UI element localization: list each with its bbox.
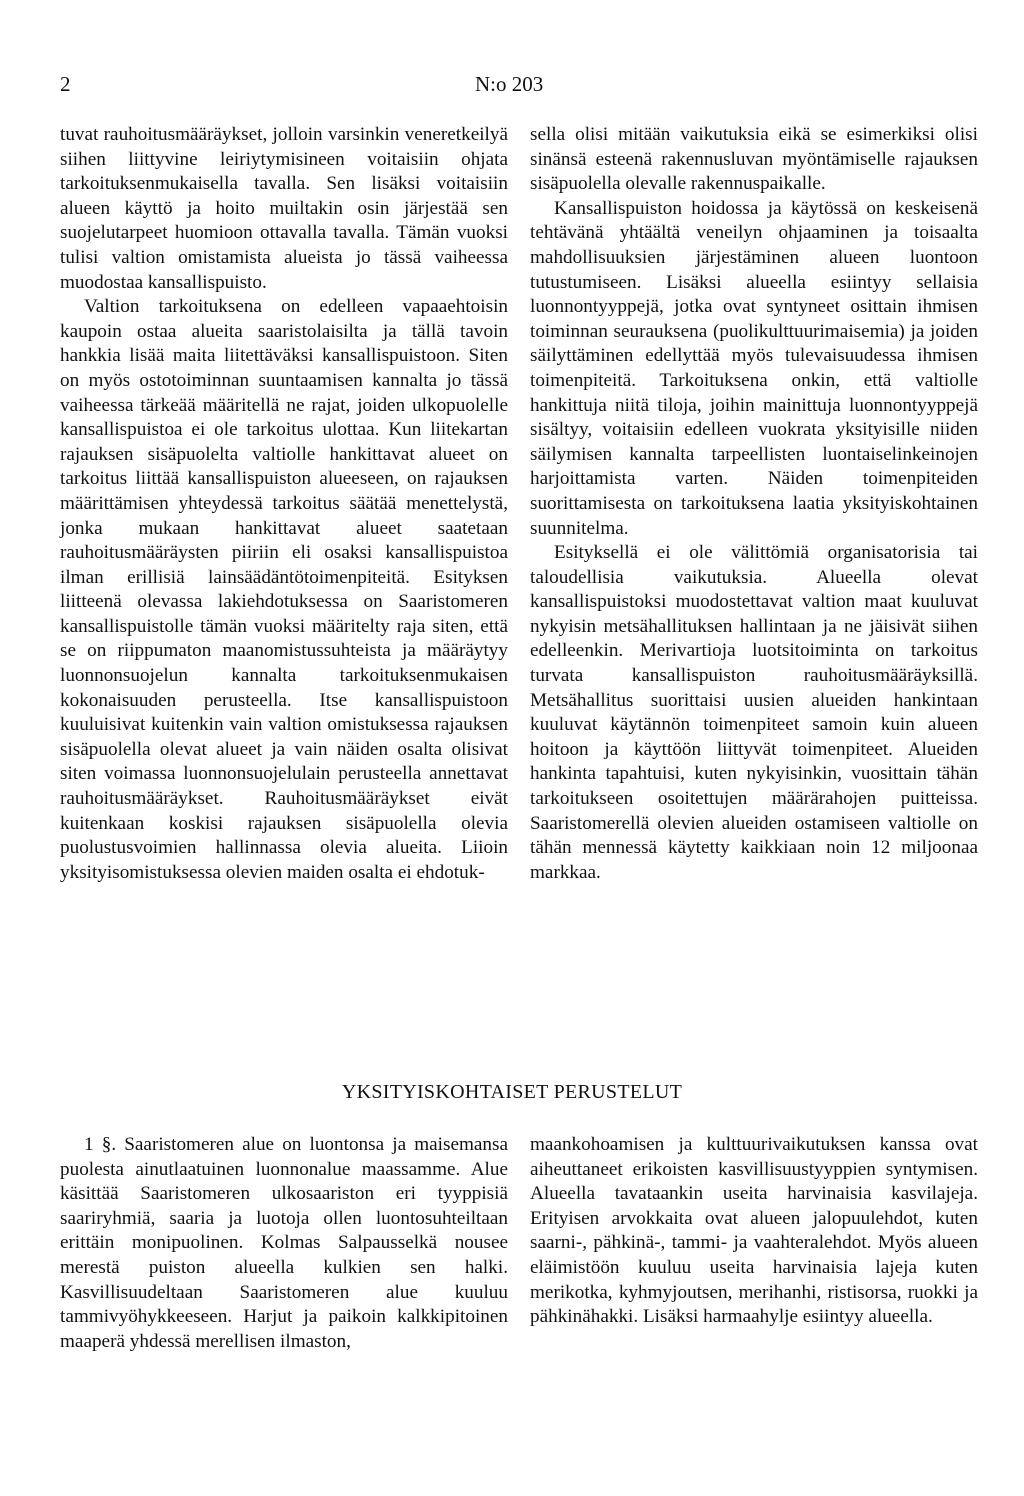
- text-column-bottom-left: [60, 1133, 508, 1354]
- paragraph: Kansallispuiston hoidossa ja käytössä on keskeisenä tehtävänä yhtäältä veneilyn ohjaaminen ja toisaalta mahdollisuuksien järjestäminen alueen luontoon tutustumiseen. Lisäksi alueella esiintyy sellaisia luonnontyyppejä, jotka ovat syntyneet osittain ihmisen toiminnan seurauksena (puolikulttuurimaisemia) ja joiden säilyttäminen edellyttää myös tulevaisuudessa ihmisen toimenpiteitä. Tarkoituksena onkin, että valtiolle hankittuja niitä tiloja, joihin mainittuja luonnontyyppejä sisältyy, voitaisiin edelleen vuokrata yksityisille niiden säilymisen kannalta tarpeellisten luontaiselinkeinojen harjoittamista varten. Näiden toimenpiteiden suorittamisesta on tarkoituksena laatia yksityiskohtainen suunnitelma.: [530, 197, 978, 539]
- document-number: N:o 203: [475, 72, 544, 96]
- page-number: 2: [60, 72, 71, 96]
- paragraph: tuvat rauhoitusmääräykset, jolloin varsinkin veneretkeilyä siihen liittyvine leiriytymisineen voitaisiin ohjata tarkoituksenmukaisella tavalla. Sen lisäksi voitaisiin alueen käyttö ja hoito muiltakin osin järjestää sen suojelutarpeet huomioon ottavalla tavalla. Tämän vuoksi tulisi valtion omistamista alueista jo tässä vaiheessa muodostaa kansallispuisto.: [60, 124, 508, 293]
- paragraph: Esityksellä ei ole välittömiä organisatorisia tai taloudellisia vaikutuksia. Alueella olevat kansallispuistoksi muodostettavat valtion maat kuuluvat nykyisin metsähallituksen hallintaan ja ne jäisivät siihen edelleenkin. Merivartioja luotsitoiminta on tarkoitus turvata kansallispuiston rauhoitusmääräyksillä. Metsähallitus suorittaisi uusien alueiden hankintaan kuuluvat käytännön toimenpiteet samoin kuin alueen hoitoon ja käyttöön liittyvät toimenpiteet. Alueiden hankinta tapahtuisi, kuten nykyisinkin, vuosittain tähän tarkoitukseen osoitettujen määrärahojen puitteissa. Saaristomerellä olevien alueiden ostamiseen valtiolle on tähän mennessä käytetty kaikkiaan noin 12 miljoonaa markkaa.: [530, 542, 978, 883]
- paragraph: maankohoamisen ja kulttuurivaikutuksen kanssa ovat aiheuttaneet erikoisten kasvillisuustyyppien syntymisen. Alueella tavataankin useita harvinaisia kasvilajeja. Erityisen arvokkaita ovat alueen jalopuulehdot, kuten saarni-, pähkinä-, tammi- ja vaahteralehdot. Myös alueen eläimistöön kuuluu useita harvinaisia lajeja kuten merikotka, kyhmyjoutsen, merihanhi, ristisorsa, ruokki ja pähkinähakki. Lisäksi harmaahylje esiintyy alueella.: [530, 1134, 978, 1328]
- text-column-bottom-right: [530, 1133, 978, 1330]
- text-column-top-left: [60, 123, 508, 885]
- paragraph: 1 §. Saaristomeren alue on luontonsa ja maisemansa puolesta ainutlaatuinen luonnonalue maassamme. Alue käsittää Saaristomeren ulkosaariston eri tyyppisiä saariryhmiä, saaria ja luotoja ollen luontosuhteiltaan erittäin monipuolinen. Kolmas Salpausselkä nousee merestä puiston alueella kulkien sen halki. Kasvillisuudeltaan Saaristomeren alue kuuluu tammivyöhykkeeseen. Harjut ja paikoin kalkkipitoinen maaperä yhdessä merellisen ilmaston,: [60, 1134, 508, 1352]
- section-heading: YKSITYISKOHTAISET PERUSTELUT: [341, 1081, 683, 1103]
- text-column-top-right: [530, 123, 978, 885]
- paragraph: sella olisi mitään vaikutuksia eikä se esimerkiksi olisi sinänsä esteenä rakennusluvan myöntämiselle rajauksen sisäpuolella olevalle rakennuspaikalle.: [530, 124, 978, 195]
- paragraph: Valtion tarkoituksena on edelleen vapaaehtoisin kaupoin ostaa alueita saaristolaisilta ja tällä tavoin hankkia lisää maita liitettäväksi kansallispuistoon. Siten on myös ostotoiminnan suuntaamisen kannalta jo tässä vaiheessa tärkeää määritellä ne rajat, joiden ulkopuolelle kansallispuistoa ei ole tarkoitus ulottaa. Kun liitekartan rajauksen sisäpuolelta valtiolle hankittavat alueet on tarkoitus liittää kansallispuiston alueeseen, on rajauksen määrittämisen yhteydessä tarkoitus säätää menettelystä, jonka mukaan hankittavat alueet saatetaan rauhoitusmääräysten piiriin eli osaksi kansallispuistoa ilman erillisiä lainsäädäntötoimenpiteitä. Esityksen liitteenä olevassa lakiehdotuksessa on Saaristomeren kansallispuistolle tämän vuoksi määritelty raja siten, että se on riippumaton maanomistussuhteista ja määräytyy luonnonsuojelun kannalta tarkoituksenmukaisen kokonaisuuden perusteella. Itse kansallispuistoon kuuluisivat kuitenkin vain valtion omistuksessa rajauksen sisäpuolella olevat alueet ja vain näiden osalta olisivat siten voimassa luonnonsuojelulain perusteella annettavat rauhoitusmääräykset. Rauhoitusmääräykset eivät kuitenkaan koskisi rajauksen sisäpuolella olevia puolustusvoimien hallinnassa olevia alueita. Liioin yksityisomistuksessa olevien maiden osalta ei ehdotuk-: [60, 296, 508, 883]
